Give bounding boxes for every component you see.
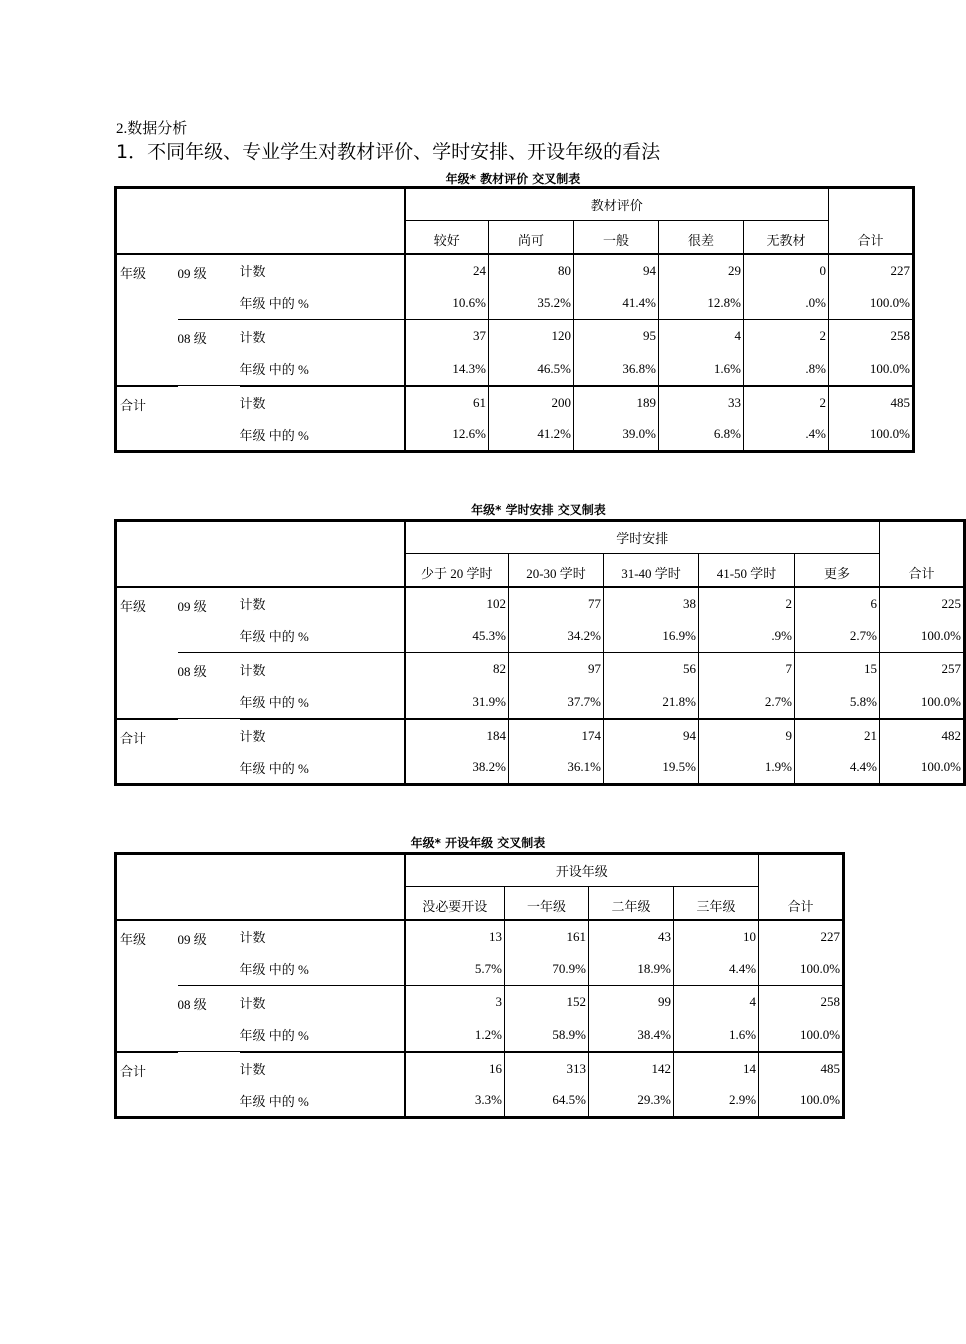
percent-cell: 100.0% xyxy=(880,620,965,653)
count-cell: 37 xyxy=(405,320,489,353)
count-cell: 482 xyxy=(880,719,965,752)
table-row xyxy=(116,752,965,785)
percent-cell: 64.5% xyxy=(505,1085,589,1118)
count-cell: 142 xyxy=(589,1052,674,1085)
row-variable-label: 年级 xyxy=(116,587,178,719)
count-cell: 200 xyxy=(489,386,574,419)
percent-cell: 5.8% xyxy=(795,686,880,719)
count-cell: 13 xyxy=(405,920,505,953)
count-cell: 95 xyxy=(574,320,659,353)
count-cell: 258 xyxy=(829,320,914,353)
percent-cell: 100.0% xyxy=(759,953,844,986)
table-caption: 年级* 教材评价 交叉制表 xyxy=(445,172,581,186)
table-row xyxy=(116,1052,844,1085)
count-cell: 2 xyxy=(744,386,829,419)
percent-cell: 21.8% xyxy=(604,686,699,719)
count-cell: 225 xyxy=(880,587,965,620)
count-cell: 97 xyxy=(509,653,604,686)
group-label: 08 级 xyxy=(178,986,240,1052)
table-row xyxy=(116,686,965,719)
percent-cell: 31.9% xyxy=(405,686,509,719)
count-cell: 257 xyxy=(880,653,965,686)
percent-cell: 58.9% xyxy=(505,1019,589,1052)
percent-cell: 12.6% xyxy=(405,419,489,452)
count-cell: 61 xyxy=(405,386,489,419)
count-cell: 258 xyxy=(759,986,844,1019)
count-cell: 161 xyxy=(505,920,589,953)
percent-cell: 10.6% xyxy=(405,287,489,320)
percent-cell: 100.0% xyxy=(829,419,914,452)
count-cell: 6 xyxy=(795,587,880,620)
percent-cell: 1.9% xyxy=(699,752,795,785)
stat-label-percent: 年级 中的 % xyxy=(240,620,405,653)
stat-label-percent: 年级 中的 % xyxy=(240,1019,405,1052)
count-cell: 4 xyxy=(659,320,744,353)
row-variable-label: 年级 xyxy=(116,920,178,1052)
stat-label-percent: 年级 中的 % xyxy=(240,953,405,986)
percent-cell: 2.9% xyxy=(674,1085,759,1118)
stat-label-percent: 年级 中的 % xyxy=(239,760,309,776)
percent-cell: 35.2% xyxy=(489,287,574,320)
total-column-header: 合计 xyxy=(759,854,844,920)
percent-cell: 100.0% xyxy=(829,353,914,386)
count-cell: 102 xyxy=(405,587,509,620)
count-cell: 82 xyxy=(405,653,509,686)
stat-label-percent: 年级 中的 % xyxy=(239,1093,309,1109)
group-label: 09 级 xyxy=(178,254,240,320)
count-cell: 16 xyxy=(405,1052,505,1085)
count-cell: 174 xyxy=(509,719,604,752)
count-cell: 152 xyxy=(505,986,589,1019)
table-row xyxy=(116,986,844,1019)
count-cell: 94 xyxy=(574,254,659,287)
count-cell: 29 xyxy=(659,254,744,287)
percent-cell: 100.0% xyxy=(829,287,914,320)
count-cell: 313 xyxy=(505,1052,589,1085)
column-header: 一般 xyxy=(574,221,659,254)
stat-label-count: 计数 xyxy=(239,930,266,945)
percent-cell: .8% xyxy=(744,353,829,386)
column-header: 没必要开设 xyxy=(405,887,505,920)
crosstab-table xyxy=(114,852,845,1119)
count-cell: 0 xyxy=(744,254,829,287)
total-row-label: 合计 xyxy=(120,730,147,746)
count-cell: 485 xyxy=(829,386,914,419)
percent-cell: 38.4% xyxy=(589,1019,674,1052)
count-cell: 56 xyxy=(604,653,699,686)
count-cell: 184 xyxy=(405,719,509,752)
count-cell: 80 xyxy=(489,254,574,287)
percent-cell: .4% xyxy=(744,419,829,452)
crosstab-table xyxy=(114,519,966,786)
count-cell: 2 xyxy=(699,587,795,620)
group-label: 09 级 xyxy=(178,587,240,653)
percent-cell: 1.6% xyxy=(674,1019,759,1052)
percent-cell: 36.1% xyxy=(509,752,604,785)
percent-cell: .0% xyxy=(744,287,829,320)
stat-label-percent: 年级 中的 % xyxy=(240,353,405,386)
table-caption: 年级* 开设年级 交叉制表 xyxy=(410,836,546,850)
stat-label-count: 计数 xyxy=(239,396,266,411)
percent-cell: 14.3% xyxy=(405,353,489,386)
row-variable-label: 年级 xyxy=(116,254,178,386)
percent-cell: 12.8% xyxy=(659,287,744,320)
column-header: 三年级 xyxy=(674,887,759,920)
column-group-header: 教材评价 xyxy=(405,188,829,221)
header-row xyxy=(116,521,965,554)
count-cell: 9 xyxy=(699,719,795,752)
count-cell: 227 xyxy=(829,254,914,287)
count-cell: 77 xyxy=(509,587,604,620)
table-row xyxy=(116,653,965,686)
total-row-label: 合计 xyxy=(120,397,147,413)
percent-cell: 41.4% xyxy=(574,287,659,320)
total-column-header: 合计 xyxy=(880,521,965,587)
count-cell: 24 xyxy=(405,254,489,287)
count-cell: 99 xyxy=(589,986,674,1019)
percent-cell: 16.9% xyxy=(604,620,699,653)
count-cell: 4 xyxy=(674,986,759,1019)
header-row xyxy=(116,854,844,887)
column-group-header: 学时安排 xyxy=(405,521,880,554)
column-header: 无教材 xyxy=(744,221,829,254)
stat-label-percent: 年级 中的 % xyxy=(240,287,405,320)
corner-cell xyxy=(116,188,405,254)
percent-cell: 70.9% xyxy=(505,953,589,986)
percent-cell: 100.0% xyxy=(880,752,965,785)
column-header: 二年级 xyxy=(589,887,674,920)
group-label: 08 级 xyxy=(178,653,240,719)
percent-cell: 2.7% xyxy=(795,620,880,653)
percent-cell: 1.6% xyxy=(659,353,744,386)
stat-label-count: 计数 xyxy=(239,1062,266,1077)
corner-cell xyxy=(116,854,405,920)
header-row xyxy=(116,188,914,221)
percent-cell: 5.7% xyxy=(405,953,505,986)
stat-label-count: 计数 xyxy=(239,597,266,612)
percent-cell: 29.3% xyxy=(589,1085,674,1118)
total-row-label: 合计 xyxy=(120,1063,147,1079)
count-cell: 33 xyxy=(659,386,744,419)
count-cell: 21 xyxy=(795,719,880,752)
column-header: 更多 xyxy=(795,554,880,587)
percent-cell: 37.7% xyxy=(509,686,604,719)
corner-cell xyxy=(116,521,405,587)
column-header: 较好 xyxy=(405,221,489,254)
column-header: 一年级 xyxy=(505,887,589,920)
percent-cell: 100.0% xyxy=(759,1085,844,1118)
count-cell: 485 xyxy=(759,1052,844,1085)
subsection-heading: 1．不同年级、专业学生对教材评价、学时安排、开设年级的看法 xyxy=(116,141,661,163)
stat-label-count: 计数 xyxy=(239,995,266,1011)
column-header: 很差 xyxy=(659,221,744,254)
percent-cell: 39.0% xyxy=(574,419,659,452)
percent-cell: 6.8% xyxy=(659,419,744,452)
table-row xyxy=(116,320,914,353)
table-row xyxy=(116,587,965,620)
count-cell: 15 xyxy=(795,653,880,686)
stat-label-count: 计数 xyxy=(239,329,266,345)
count-cell: 189 xyxy=(574,386,659,419)
percent-cell: 41.2% xyxy=(489,419,574,452)
percent-cell: 4.4% xyxy=(795,752,880,785)
percent-cell: 100.0% xyxy=(880,686,965,719)
table-row xyxy=(116,719,965,752)
column-header: 20-30 学时 xyxy=(509,554,604,587)
count-cell: 10 xyxy=(674,920,759,953)
count-cell: 7 xyxy=(699,653,795,686)
column-header: 31-40 学时 xyxy=(604,554,699,587)
percent-cell: 38.2% xyxy=(405,752,509,785)
count-cell: 43 xyxy=(589,920,674,953)
section-heading: 2.数据分析 xyxy=(116,121,188,137)
column-header: 尚可 xyxy=(489,221,574,254)
percent-cell: 4.4% xyxy=(674,953,759,986)
count-cell: 227 xyxy=(759,920,844,953)
table-caption: 年级* 学时安排 交叉制表 xyxy=(471,503,606,517)
percent-cell: 2.7% xyxy=(699,686,795,719)
stat-label-count: 计数 xyxy=(239,264,266,279)
count-cell: 94 xyxy=(604,719,699,752)
stat-label-count: 计数 xyxy=(239,729,266,744)
table-row xyxy=(116,920,844,953)
percent-cell: 100.0% xyxy=(759,1019,844,1052)
percent-cell: 3.3% xyxy=(405,1085,505,1118)
table-row xyxy=(116,620,965,653)
percent-cell: 18.9% xyxy=(589,953,674,986)
count-cell: 14 xyxy=(674,1052,759,1085)
stat-label-percent: 年级 中的 % xyxy=(240,686,405,719)
percent-cell: 46.5% xyxy=(489,353,574,386)
column-header: 少于 20 学时 xyxy=(405,554,509,587)
count-cell: 2 xyxy=(744,320,829,353)
crosstab-table xyxy=(114,186,915,453)
column-group-header: 开设年级 xyxy=(405,854,759,887)
group-label: 08 级 xyxy=(178,320,240,386)
percent-cell: .9% xyxy=(699,620,795,653)
stat-label-count: 计数 xyxy=(239,662,266,678)
percent-cell: 19.5% xyxy=(604,752,699,785)
table-row xyxy=(116,254,914,287)
count-cell: 3 xyxy=(405,986,505,1019)
count-cell: 38 xyxy=(604,587,699,620)
percent-cell: 45.3% xyxy=(405,620,509,653)
percent-cell: 36.8% xyxy=(574,353,659,386)
group-label: 09 级 xyxy=(178,920,240,986)
percent-cell: 34.2% xyxy=(509,620,604,653)
table-row xyxy=(116,386,914,419)
stat-label-percent: 年级 中的 % xyxy=(239,427,309,443)
percent-cell: 1.2% xyxy=(405,1019,505,1052)
column-header: 41-50 学时 xyxy=(699,554,795,587)
total-column-header: 合计 xyxy=(829,188,914,254)
count-cell: 120 xyxy=(489,320,574,353)
